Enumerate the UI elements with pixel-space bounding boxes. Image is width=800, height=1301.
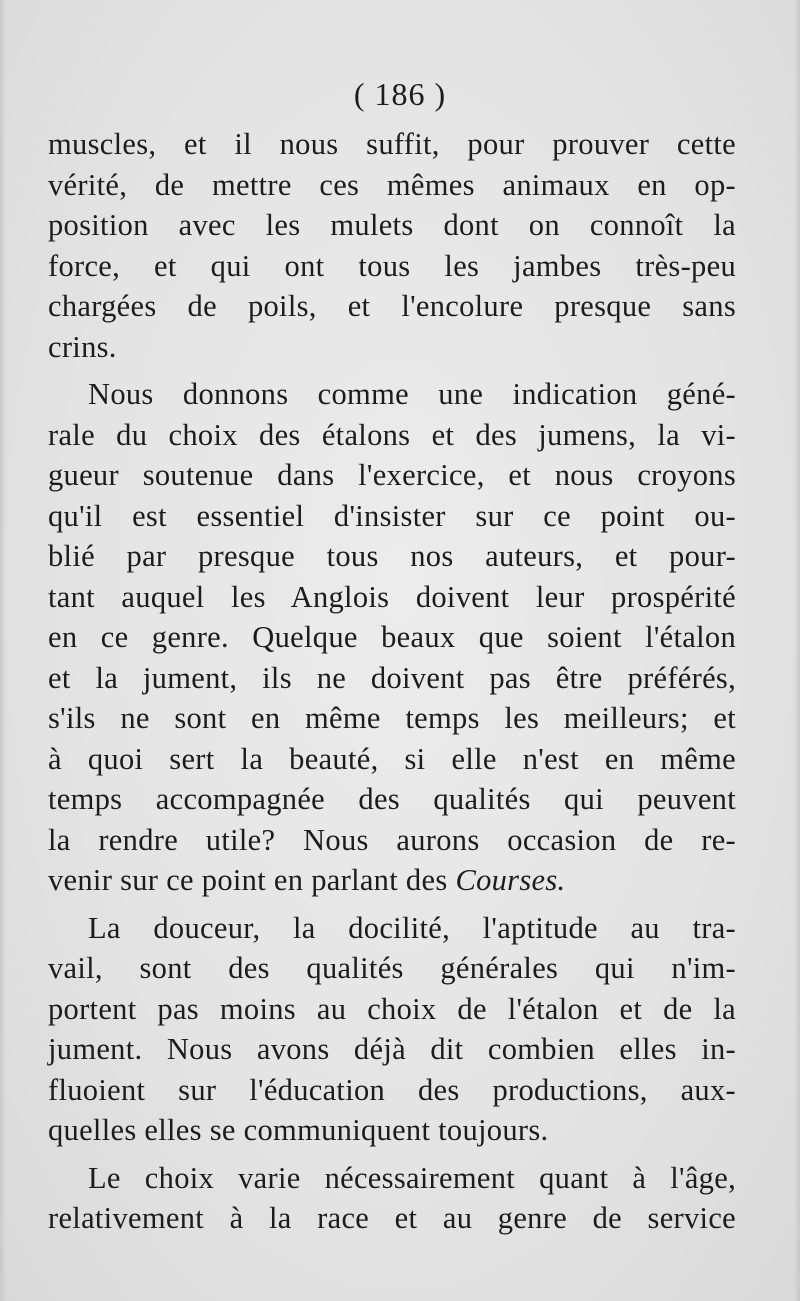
- page-edge-left: [0, 0, 6, 1301]
- text-line: La douceur, la docilité, l'aptitude au tra-: [88, 910, 736, 945]
- text-line: position avec les mulets dont on connoît la: [48, 208, 736, 242]
- text-line: [48, 860, 736, 901]
- text-line: quelles elles se communiquent toujours.: [48, 1113, 549, 1147]
- text-line: vail, sont des qualités générales qui n'im-: [48, 951, 736, 985]
- text-line: et la jument, ils ne doivent pas être préférés,: [48, 660, 736, 695]
- text-line: relativement à la race et au genre de service: [48, 1201, 736, 1235]
- text-line: temps accompagnée des qualités qui peuvent: [48, 782, 736, 816]
- text-line: qu'il est essentiel d'insister sur ce point ou-: [48, 498, 736, 533]
- text-line: jument. Nous avons déjà dit combien elles in-: [48, 1032, 736, 1066]
- text-line: à quoi sert la beauté, si elle n'est en même: [48, 741, 736, 776]
- text-line-start: venir sur ce point en parlant des: [48, 863, 448, 897]
- text-line: force, et qui ont tous les jambes très-peu: [48, 248, 736, 283]
- italic-word-courses: Courses.: [455, 863, 566, 897]
- text-line: fluoient sur l'éducation des productions, aux-: [48, 1072, 736, 1107]
- text-line: s'ils ne sont en même temps les meilleurs; et: [48, 701, 736, 735]
- text-line: Le choix varie nécessairement quant à l'âge,: [88, 1160, 736, 1195]
- text-line: blié par presque tous nos auteurs, et pour-: [48, 539, 736, 573]
- text-line: rale du choix des étalons et des jumens, la vi-: [48, 417, 736, 452]
- text-line: vérité, de mettre ces mêmes animaux en op-: [48, 167, 736, 202]
- page-edge-right: [794, 0, 800, 1301]
- text-line: gueur soutenue dans l'exercice, et nous croyons: [48, 458, 736, 492]
- text-line: portent pas moins au choix de l'étalon et de la: [48, 991, 736, 1026]
- text-line: crins.: [48, 329, 117, 364]
- text-line: tant auquel les Anglois doivent leur prospérité: [48, 579, 736, 614]
- text-line: en ce genre. Quelque beaux que soient l'étalon: [48, 620, 736, 654]
- page-text: [48, 124, 736, 1239]
- text-line: la rendre utile? Nous aurons occasion de re-: [48, 822, 736, 857]
- text-line: muscles, et il nous suffit, pour prouver cette: [48, 127, 736, 161]
- text-line: chargées de poils, et l'encolure presque sans: [48, 289, 736, 323]
- page-number: ( 186 ): [353, 76, 447, 112]
- text-line: Nous donnons comme une indication géné-: [88, 377, 736, 411]
